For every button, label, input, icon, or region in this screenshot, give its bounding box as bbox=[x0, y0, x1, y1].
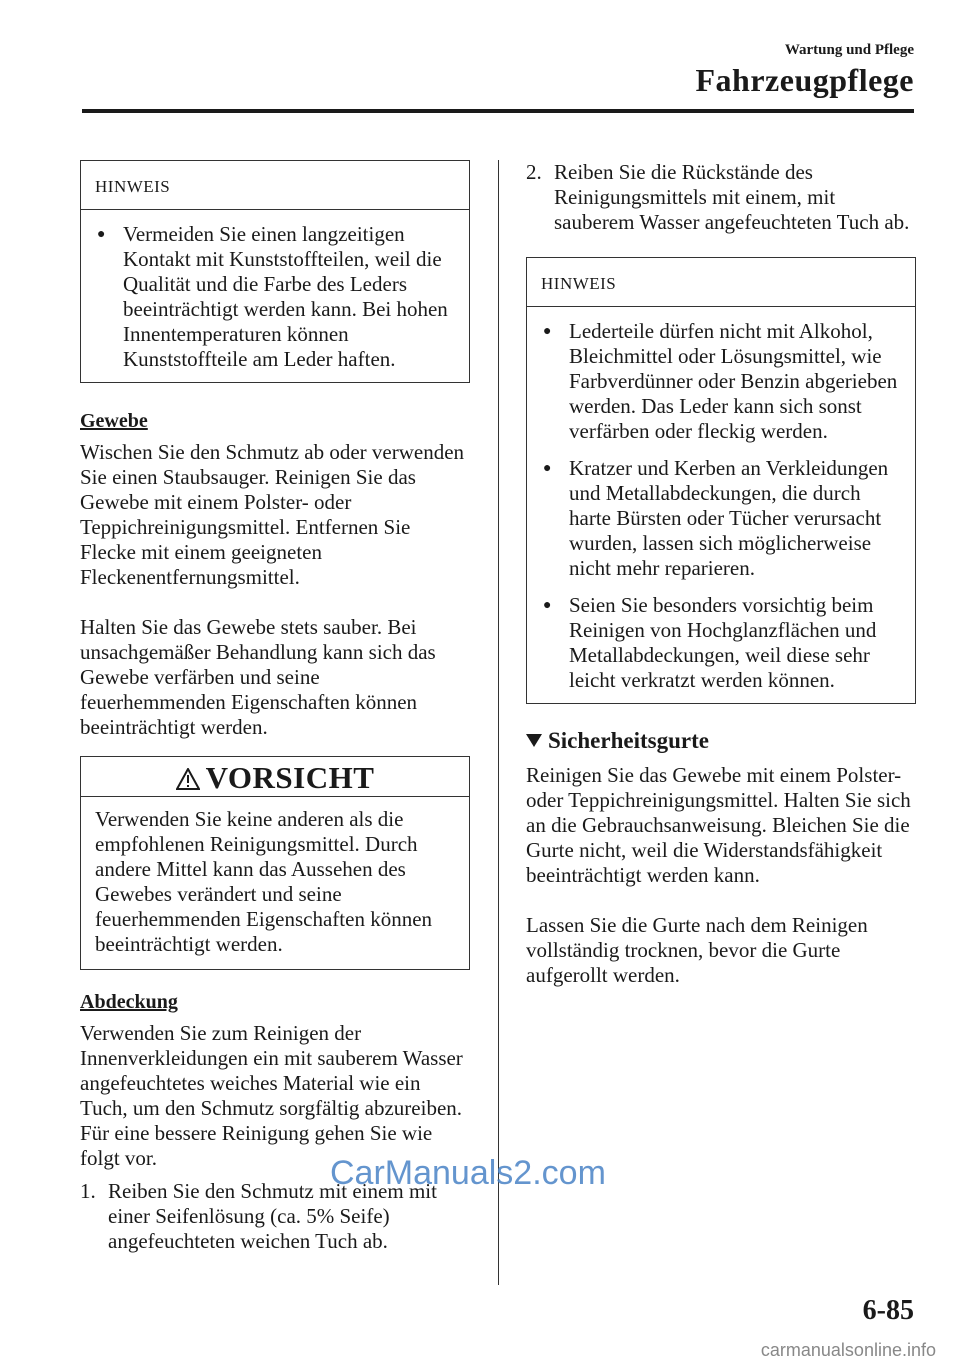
step-2 bbox=[526, 160, 916, 235]
note-bullet bbox=[93, 222, 457, 372]
footer-watermark: carmanualsonline.info bbox=[760, 1340, 936, 1360]
header-rule bbox=[82, 109, 914, 113]
step-text: Reiben Sie den Schmutz mit einem mit einer Seifenlösung (ca. 5% Seife) angefeuchteten weichen Tuch ab. bbox=[108, 1179, 437, 1253]
note-bullet-text: Seien Sie besonders vorsichtig beim Reinigen von Hochglanzflächen und Metallabdeckungen, weil diese sehr leicht verkratzt werden können. bbox=[569, 593, 877, 692]
paragraph-abdeckung: Verwenden Sie zum Reinigen der Innenverkleidungen ein mit sauberem Wasser angefeuchtetes weiches Material wie ein Tuch, um den Schmutz sorgfältig abzureiben. Für eine bessere Reinigung gehen Sie wie folgt vor. bbox=[80, 1021, 463, 1170]
note-heading: HINWEIS bbox=[81, 161, 469, 210]
paragraph-gewebe-1: Wischen Sie den Schmutz ab oder verwenden Sie einen Staubsauger. Reinigen Sie das Gewebe mit einem Polster- oder Teppichreinigungsmittel. Entfernen Sie Flecke mit einem geeigneten Fleckenentfernungsmittel. bbox=[80, 440, 465, 589]
caution-heading bbox=[81, 757, 469, 797]
warning-triangle-icon bbox=[176, 768, 200, 790]
paragraph-gurte-1: Reinigen Sie das Gewebe mit einem Polster- oder Teppichreinigungsmittel. Halten Sie sich an die Gebrauchsanweisung. Bleichen Sie die Gurte nicht, weil die Widerstandsfähigkeit beeinträchtigt werden kann. bbox=[526, 763, 911, 887]
paragraph-gurte-2: Lassen Sie die Gurte nach dem Reinigen vollständig trocknen, bevor die Gurte aufgerollt werden. bbox=[526, 913, 868, 987]
step-number: 2. bbox=[526, 160, 542, 184]
note-box-cleaning bbox=[526, 257, 916, 704]
caution-heading-text: VORSICHT bbox=[205, 760, 375, 795]
note-body bbox=[527, 307, 915, 703]
page-number: 6-85 bbox=[862, 1295, 914, 1326]
note-bullet bbox=[539, 319, 903, 444]
caution-text: Verwenden Sie keine anderen als die empfohlenen Reinigungsmittel. Durch andere Mittel kann das Aussehen des Gewebes verändert und seine feuerhemmenden Eigenschaften können beeinträchtigt werden. bbox=[95, 807, 433, 956]
section-heading-sicherheitsgurte bbox=[526, 728, 916, 753]
note-bullet-text: Vermeiden Sie einen langzeitigen Kontakt mit Kunststoffteilen, weil die Qualität und die Farbe des Leders beeinträchtigt werden kann. Bei hohen Innentemperaturen können Kunststoffteile am Leder haften. bbox=[123, 222, 448, 371]
left-column bbox=[80, 160, 470, 1260]
section-triangle-icon bbox=[526, 734, 542, 747]
note-bullet bbox=[539, 456, 903, 581]
caution-box bbox=[80, 756, 470, 970]
watermark-logo: CarManuals2.com bbox=[330, 1154, 606, 1192]
note-bullet-text: Lederteile dürfen nicht mit Alkohol, Bleichmittel oder Lösungsmittel, wie Farbverdünner oder Benzin abgerieben werden. Das Leder kann sich sonst verfärben oder fleckig werden. bbox=[569, 319, 898, 443]
running-header-title: Fahrzeugpflege bbox=[695, 62, 914, 98]
note-heading: HINWEIS bbox=[527, 258, 915, 307]
step-number: 1. bbox=[80, 1179, 96, 1203]
column-divider bbox=[498, 160, 499, 1285]
note-box-leather bbox=[80, 160, 470, 383]
note-bullet bbox=[539, 593, 903, 693]
bullet-icon: ● bbox=[543, 598, 552, 613]
paragraph-gewebe-2: Halten Sie das Gewebe stets sauber. Bei unsachgemäßer Behandlung kann sich das Gewebe verfärben und seine feuerhemmenden Eigenschaften können beeinträchtigt werden. bbox=[80, 615, 436, 739]
note-body bbox=[81, 210, 469, 382]
bullet-icon: ● bbox=[543, 324, 552, 339]
note-bullet-text: Kratzer und Kerben an Verkleidungen und Metallabdeckungen, die durch harte Bürsten oder Tücher verursacht wurden, lassen sich möglicherweise nicht mehr reparieren. bbox=[569, 456, 889, 580]
running-header-section: Wartung und Pflege bbox=[784, 42, 914, 58]
subheading-gewebe: Gewebe bbox=[80, 410, 148, 432]
bullet-icon: ● bbox=[543, 461, 552, 476]
subheading-abdeckung: Abdeckung bbox=[80, 991, 178, 1013]
step-text: Reiben Sie die Rückstände des Reinigungsmittels mit einem, mit sauberem Wasser angefeuchteten Tuch ab. bbox=[554, 160, 910, 234]
right-column bbox=[526, 160, 916, 1013]
section-heading-text: Sicherheitsgurte bbox=[548, 728, 709, 753]
bullet-icon: ● bbox=[97, 227, 106, 242]
